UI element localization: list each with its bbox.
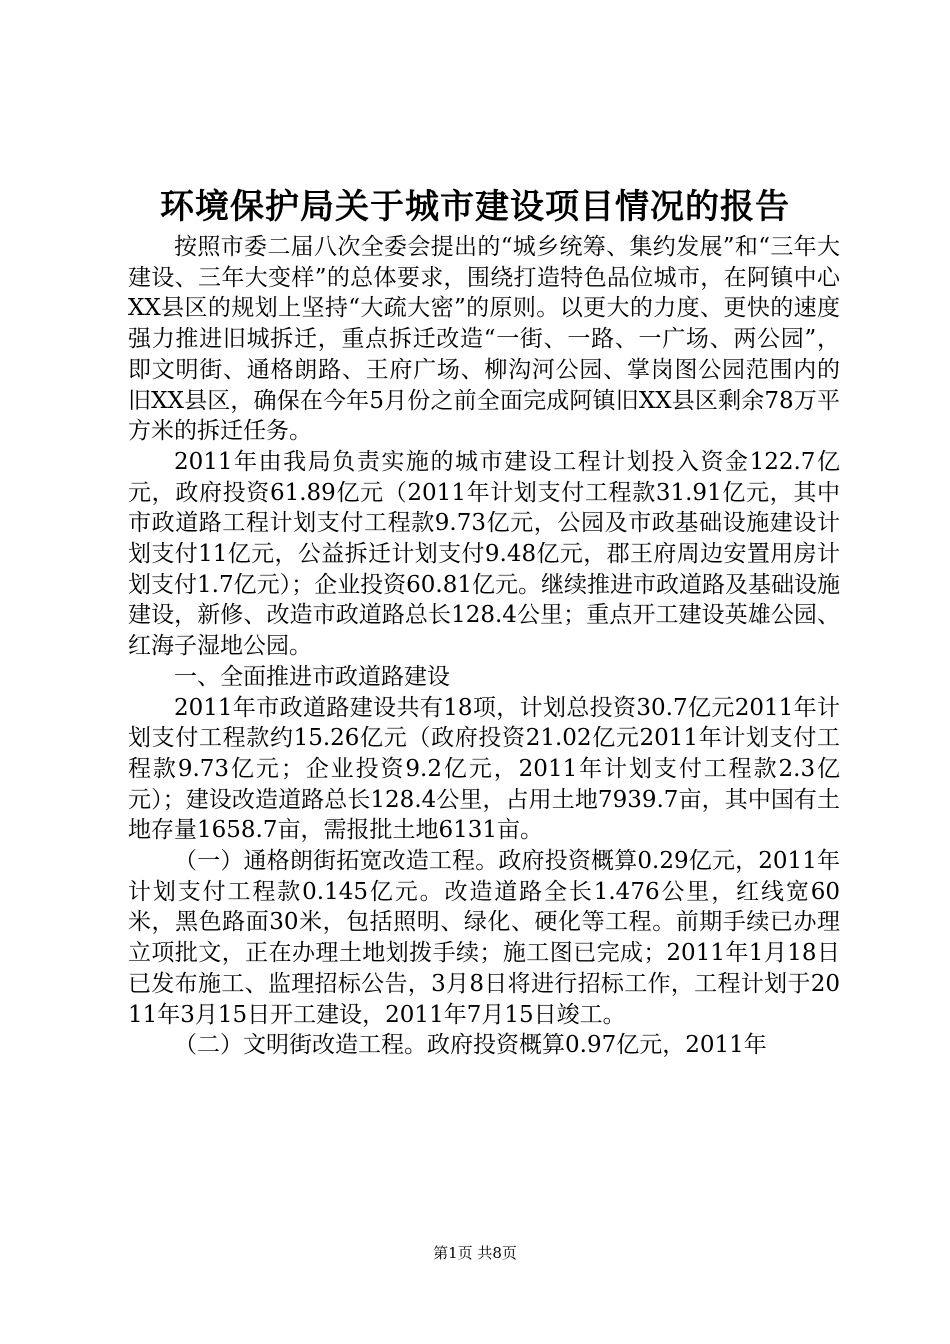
paragraph-intro: 按照市委二届八次全委会提出的“城乡统筹、集约发展”和“三年大建设、三年大变样”的总体要求，围绕打造特色品位城市，在阿镇中心XX县区的规划上坚持“大疏大密”的原则。以更大的力度、更快的速度强力推进旧城拆迁，重点拆迁改造“一街、一路、一广场、两公园”，即文明街、通格朗路、王府广场、柳沟河公园、掌岗图公园范围内的旧XX县区，确保在今年5月份之前全面完成阿镇旧XX县区剩余78万平方米的拆迁任务。 [128,234,840,445]
paragraph-investment: 2011年由我局负责实施的城市建设工程计划投入资金122.7亿元，政府投资61.89亿元（2011年计划支付工程款31.91亿元，其中市政道路工程计划支付工程款9.73亿元，公园及市政基础设施建设计划支付11亿元，公益拆迁计划支付9.48亿元，郡王府周边安置用房计划支付1.7亿元）；企业投资60.81亿元。继续推进市政道路及基础设施建设，新修、改造市政道路总长128.4公里；重点开工建设英雄公园、红海子湿地公园。 [128,448,840,660]
section-heading-roads: 一、全面推进市政道路建设 [174,663,450,690]
page-number-footer: 第1页 共8页 [433,1244,517,1262]
paragraph-tonggelang-street: （一）通格朗街拓宽改造工程。政府投资概算0.29亿元，2011年计划支付工程款0.145亿元。改造道路全长1.476公里，红线宽60米，黑色路面30米，包括照明、绿化、硬化等工程。前期手续已办理立项批文，正在办理土地划拨手续；施工图已完成；2011年1月18日已发布施工、监理招标公告，3月8日将进行招标工作，工程计划于2011年3月15日开工建设，2011年7月15日竣工。 [128,848,840,1028]
paragraph-road-summary: 2011年市政道路建设共有18项，计划总投资30.7亿元2011年计划支付工程款约15.26亿元（政府投资21.02亿元2011年计划支付工程款9.73亿元；企业投资9.2亿元，2011年计划支付工程款2.3亿元）；建设改造道路总长128.4公里，占用土地7939.7亩，其中国有土地存量1658.7亩，需报批土地6131亩。 [128,694,840,844]
document-title: 环境保护局关于城市建设项目情况的报告 [160,187,790,227]
document-body [128,232,840,1061]
paragraph-wenming-street: （二）文明街改造工程。政府投资概算0.97亿元，2011年 [174,1032,767,1059]
